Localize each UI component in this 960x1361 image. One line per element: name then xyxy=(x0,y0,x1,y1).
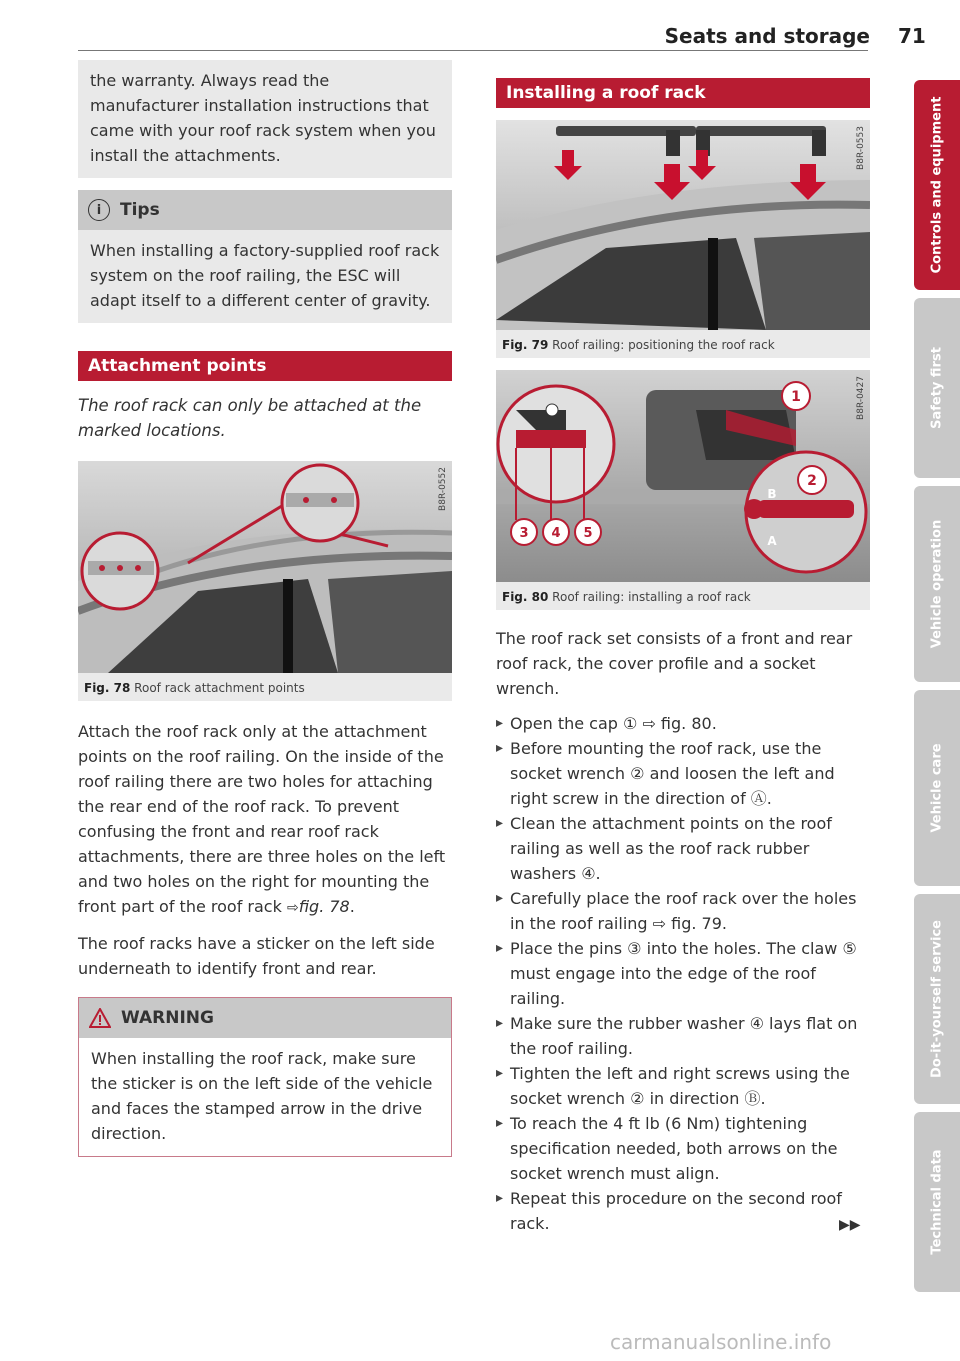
figure-79 xyxy=(496,120,870,358)
step-9: ▸ Repeat this procedure on the second roof rack. xyxy=(496,1186,870,1236)
fig-78-link[interactable]: fig. 78 xyxy=(298,897,350,916)
warning-header xyxy=(79,998,451,1038)
marker-2: 2 xyxy=(807,473,817,489)
tab-do-it-yourself-service[interactable] xyxy=(914,894,960,1104)
roof-rack-install-illustration xyxy=(496,370,870,582)
tab-controls-and-equipment[interactable] xyxy=(914,80,960,290)
marker-a: A xyxy=(767,534,777,548)
warranty-box: the warranty. Always read the manufacturer installation instructions that came with your roof rack system when you install the attachments. xyxy=(78,60,452,178)
step-4: ▸ Carefully place the roof rack over the holes in the roof railing ⇨ fig. 79. xyxy=(496,886,870,936)
roof-rack-positioning-illustration xyxy=(496,120,870,330)
header-rule xyxy=(78,50,868,51)
step-2: ▸ Before mounting the roof rack, use the socket wrench ② and loosen the left and right screw in the direction of Ⓐ. xyxy=(496,736,870,811)
right-body xyxy=(496,626,870,1236)
figure-79-caption-text: Roof railing: positioning the roof rack xyxy=(552,338,775,352)
info-icon: i xyxy=(88,199,110,221)
marker-4: 4 xyxy=(551,526,561,541)
tab-label: Vehicle operation xyxy=(929,519,945,649)
tab-label: Technical data xyxy=(929,1149,945,1255)
paragraph-attachment: Attach the roof rack only at the attachment points on the roof railing. On the inside of the roof railing there are two holes for attaching the rear end of the roof rack. To prevent confusing the front and rear roof rack attachments, there are three holes on the left and two holes on the right for mounting the front part of the roof rack ⇨fig. 78. xyxy=(78,722,446,916)
step-1: ▸ Open the cap ① ⇨ fig. 80. xyxy=(496,711,870,736)
warning-box xyxy=(78,997,452,1157)
paragraph-attachment-text: Attach the roof rack only at the attachment points on the roof railing. On the inside of the roof railing there are two holes for attaching the rear end of the roof rack. To prevent confusing the front and rear roof rack attachments, there are three holes on the left and two holes on the right for mounting the front part of the roof rack xyxy=(78,722,446,916)
tab-label: Vehicle care xyxy=(929,743,945,833)
left-body xyxy=(78,719,452,981)
figure-80 xyxy=(496,370,870,610)
paragraph-rack-set: The roof rack set consists of a front and rear roof rack, the cover profile and a socket wrench. xyxy=(496,629,853,698)
section-title-installing: Installing a roof rack xyxy=(496,78,870,108)
warning-label: WARNING xyxy=(121,1008,214,1028)
chapter-tabs xyxy=(914,80,960,1300)
step-7: ▸ Tighten the left and right screws using the socket wrench ② in direction Ⓑ. xyxy=(496,1061,870,1111)
tab-safety-first[interactable] xyxy=(914,298,960,478)
figure-79-code: B8R-0553 xyxy=(856,126,866,170)
arrow-ref-icon: ⇨ xyxy=(286,900,299,916)
marker-3: 3 xyxy=(519,526,529,541)
watermark: carmanualsonline.info xyxy=(610,1330,832,1354)
tab-vehicle-care[interactable] xyxy=(914,690,960,886)
step-3: ▸ Clean the attachment points on the roof railing as well as the roof rack rubber washers ④. xyxy=(496,811,870,886)
figure-78 xyxy=(78,461,452,701)
continue-arrow-icon: ▶▶ xyxy=(839,1217,861,1233)
tab-vehicle-operation[interactable] xyxy=(914,486,960,682)
tab-label: Do-it-yourself service xyxy=(929,920,945,1078)
tips-body: When installing a factory-supplied roof rack system on the roof railing, the ESC will adapt itself to a different center of gravity. xyxy=(78,230,452,323)
running-header-title: Seats and storage xyxy=(664,24,870,48)
roof-attachment-illustration xyxy=(78,461,452,673)
page-number: 71 xyxy=(898,24,926,48)
warning-text: When installing the roof rack, make sure the sticker is on the left side of the vehicle and faces the stamped arrow in the drive direction. xyxy=(91,1049,433,1143)
figure-80-caption-text: Roof railing: installing a roof rack xyxy=(552,590,751,604)
step-8: ▸ To reach the 4 ft lb (6 Nm) tightening specification needed, both arrows on the socket wrench must align. xyxy=(496,1111,870,1186)
figure-78-caption xyxy=(78,677,452,697)
warning-triangle-icon xyxy=(89,1008,111,1028)
figure-78-code: B8R-0552 xyxy=(438,467,448,511)
figure-80-caption xyxy=(496,586,870,606)
step-5: ▸ Place the pins ③ into the holes. The claw ⑤ must engage into the edge of the roof railing. xyxy=(496,936,870,1011)
tips-header xyxy=(78,190,452,230)
figure-78-caption-text: Roof rack attachment points xyxy=(134,681,305,695)
figure-78-image xyxy=(78,461,452,677)
paragraph-sticker: The roof racks have a sticker on the left side underneath to identify front and rear. xyxy=(78,934,435,978)
section-intro: The roof rack can only be attached at the marked locations. xyxy=(78,396,422,440)
marker-b: B xyxy=(767,487,777,501)
tab-label: Safety first xyxy=(929,347,945,429)
tab-label: Controls and equipment xyxy=(929,96,945,274)
tips-label: Tips xyxy=(120,200,160,220)
figure-78-label: Fig. 78 xyxy=(84,681,131,695)
figure-79-caption xyxy=(496,334,870,354)
section-title-attachment-points: Attachment points xyxy=(78,351,452,381)
figure-80-code: B8R-0427 xyxy=(856,376,866,420)
figure-79-image xyxy=(496,120,870,334)
figure-80-label: Fig. 80 xyxy=(502,590,549,604)
marker-1: 1 xyxy=(791,389,801,405)
tab-technical-data[interactable] xyxy=(914,1112,960,1292)
figure-79-label: Fig. 79 xyxy=(502,338,549,352)
step-6: ▸ Make sure the rubber washer ④ lays flat on the roof railing. xyxy=(496,1011,870,1061)
figure-80-image xyxy=(496,370,870,586)
left-column xyxy=(78,60,452,1157)
installation-steps xyxy=(496,711,870,1236)
marker-5: 5 xyxy=(583,526,593,541)
right-column xyxy=(496,78,870,1236)
